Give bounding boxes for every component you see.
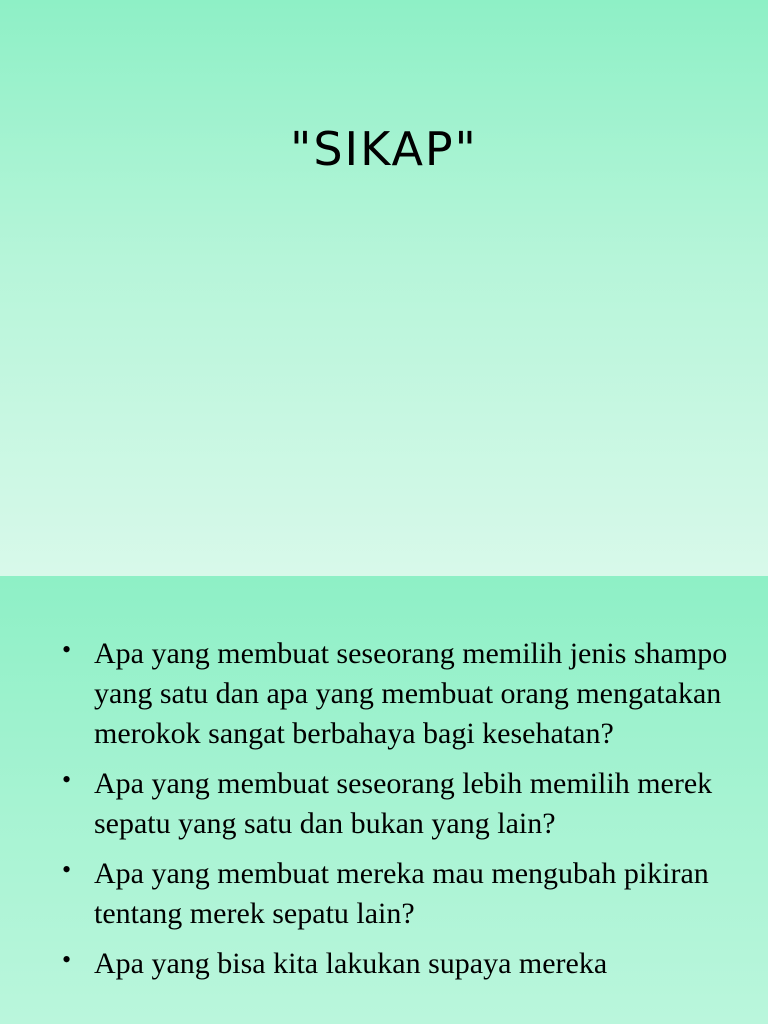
bullet-icon: •	[62, 855, 72, 884]
bullet-text: Apa yang membuat seseorang lebih memilih merek sepatu yang satu dan bukan yang lain?	[94, 767, 713, 840]
bullet-text: Apa yang membuat mereka mau mengubah pikiran tentang merek sepatu lain?	[94, 857, 709, 930]
bullet-list	[62, 634, 742, 994]
bullet-text: Apa yang membuat seseorang memilih jenis shampo yang satu dan apa yang membuat orang mengatakan merokok sangat berbahaya bagi kesehatan?	[94, 637, 728, 750]
bullet-icon: •	[62, 635, 72, 664]
bullet-item	[62, 764, 742, 844]
bullet-item	[62, 854, 742, 934]
bullet-icon: •	[62, 765, 72, 794]
slide-title: "SIKAP"	[290, 122, 478, 176]
bullet-text: Apa yang bisa kita lakukan supaya mereka	[94, 947, 608, 980]
bullet-icon: •	[62, 945, 72, 974]
bullet-item	[62, 944, 742, 984]
slide-content-page	[0, 576, 768, 1024]
bullet-item	[62, 634, 742, 754]
